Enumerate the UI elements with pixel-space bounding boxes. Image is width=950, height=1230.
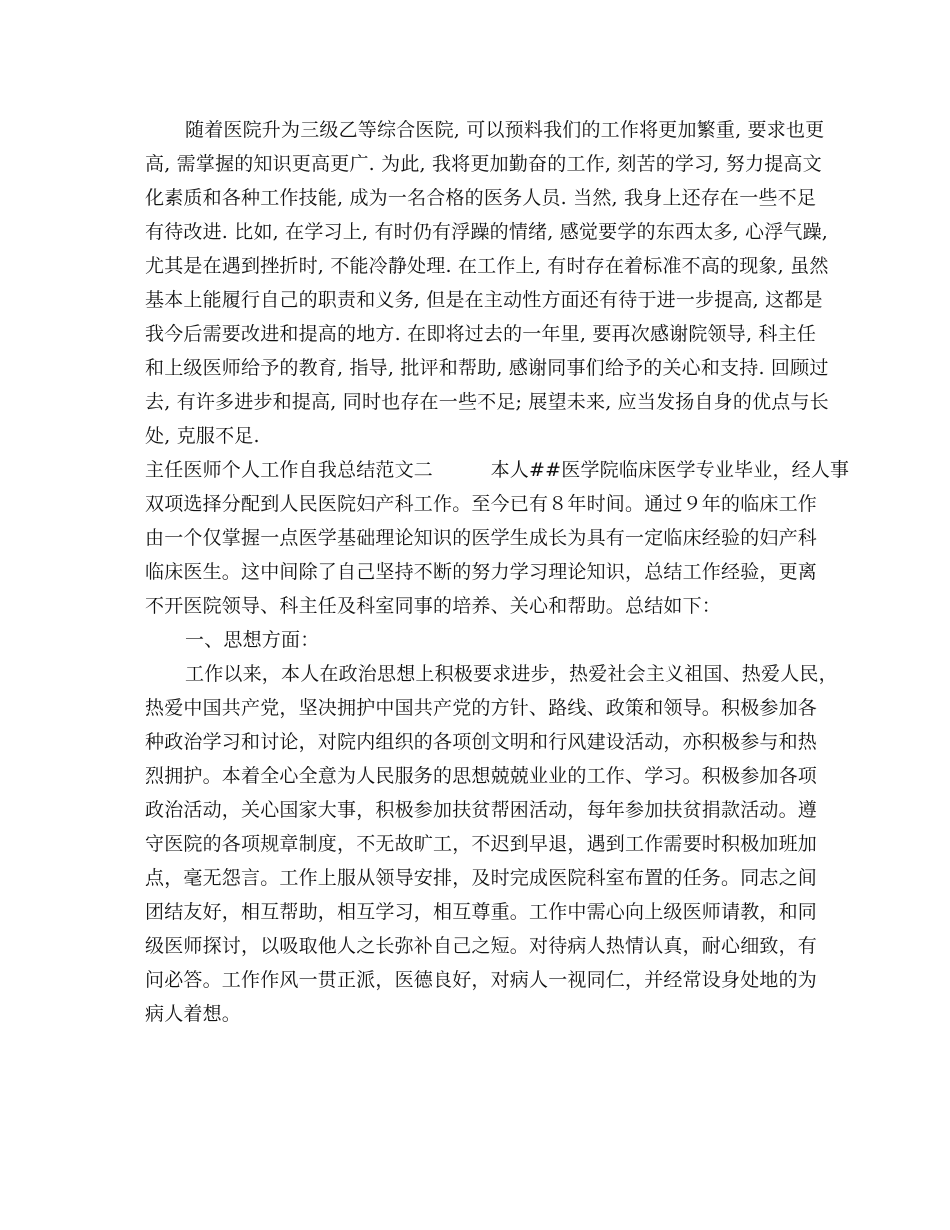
- text-line: 处, 克服不足.: [145, 425, 260, 447]
- text-line: 高, 需掌握的知识更高更广. 为此, 我将更加勤奋的工作, 刻苦的学习, 努力提高文: [145, 153, 822, 175]
- text-line: 守医院的各项规章制度，不无故旷工，不迟到早退，遇到工作需要时积极加班加: [145, 833, 818, 855]
- text-line: 尤其是在遇到挫折时, 不能冷静处理. 在工作上, 有时存在着标准不高的现象, 虽然: [145, 255, 829, 277]
- text-line: 种政治学习和讨论，对院内组织的各项创文明和行风建设活动，亦积极参与和热: [145, 731, 818, 753]
- text-line: 问必答。工作作风一贯正派，医德良好，对病人一视同仁，并经常设身处地的为: [145, 969, 818, 991]
- text-line: 团结友好，相互帮助，相互学习，相互尊重。工作中需心向上级医师请教，和同: [145, 901, 818, 923]
- text-line: 双项选择分配到人民医院妇产科工作。至今已有８年时间。通过９年的临床工作: [145, 493, 818, 515]
- text-line: 烈拥护。本着全心全意为人民服务的思想兢兢业业的工作、学习。积极参加各项: [145, 765, 818, 787]
- text-line: 去, 有许多进步和提高, 同时也存在一些不足; 展望未来, 应当发扬自身的优点与长: [145, 391, 829, 413]
- subheading-line: 一、思想方面：: [185, 629, 320, 651]
- text-line: 和上级医师给予的教育, 指导, 批评和帮助, 感谢同事们给予的关心和支持. 回顾过: [145, 357, 829, 379]
- text-line: 随着医院升为三级乙等综合医院, 可以预料我们的工作将更加繁重, 要求也更: [185, 119, 825, 141]
- text-line: 级医师探讨，以吸取他人之长弥补自己之短。对待病人热情认真，耐心细致，有: [145, 935, 818, 957]
- text-line: 点，毫无怨言。工作上服从领导安排，及时完成医院科室布置的任务。同志之间: [145, 867, 818, 889]
- section-title-line: 主任医师个人工作自我总结范文二 本人##医学院临床医学专业毕业，经人事: [145, 459, 850, 481]
- text-line: 病人着想。: [145, 1003, 242, 1025]
- text-line: 临床医生。这中间除了自己坚持不断的努力学习理论知识，总结工作经验，更离: [145, 561, 818, 583]
- text-line: 有待改进. 比如, 在学习上, 有时仍有浮躁的情绪, 感觉要学的东西太多, 心浮气躁,: [145, 221, 829, 243]
- text-line: 热爱中国共产党，坚决拥护中国共产党的方针、路线、政策和领导。积极参加各: [145, 697, 818, 719]
- text-line: 由一个仅掌握一点医学基础理论知识的医学生成长为具有一定临床经验的妇产科: [145, 527, 818, 549]
- text-line: 政治活动，关心国家大事，积极参加扶贫帮困活动，每年参加扶贫捐款活动。遵: [145, 799, 818, 821]
- text-line: 工作以来，本人在政治思想上积极要求进步，热爱社会主义祖国、热爱人民，: [185, 663, 838, 685]
- text-line: 化素质和各种工作技能, 成为一名合格的医务人员. 当然, 我身上还存在一些不足: [145, 187, 817, 209]
- text-line: 我今后需要改进和提高的地方. 在即将过去的一年里, 要再次感谢院领导, 科主任: [145, 323, 817, 345]
- text-line: 基本上能履行自己的职责和义务, 但是在主动性方面还有待于进一步提高, 这都是: [145, 289, 823, 311]
- text-line: 不开医院领导、科主任及科室同事的培养、关心和帮助。总结如下：: [145, 595, 722, 617]
